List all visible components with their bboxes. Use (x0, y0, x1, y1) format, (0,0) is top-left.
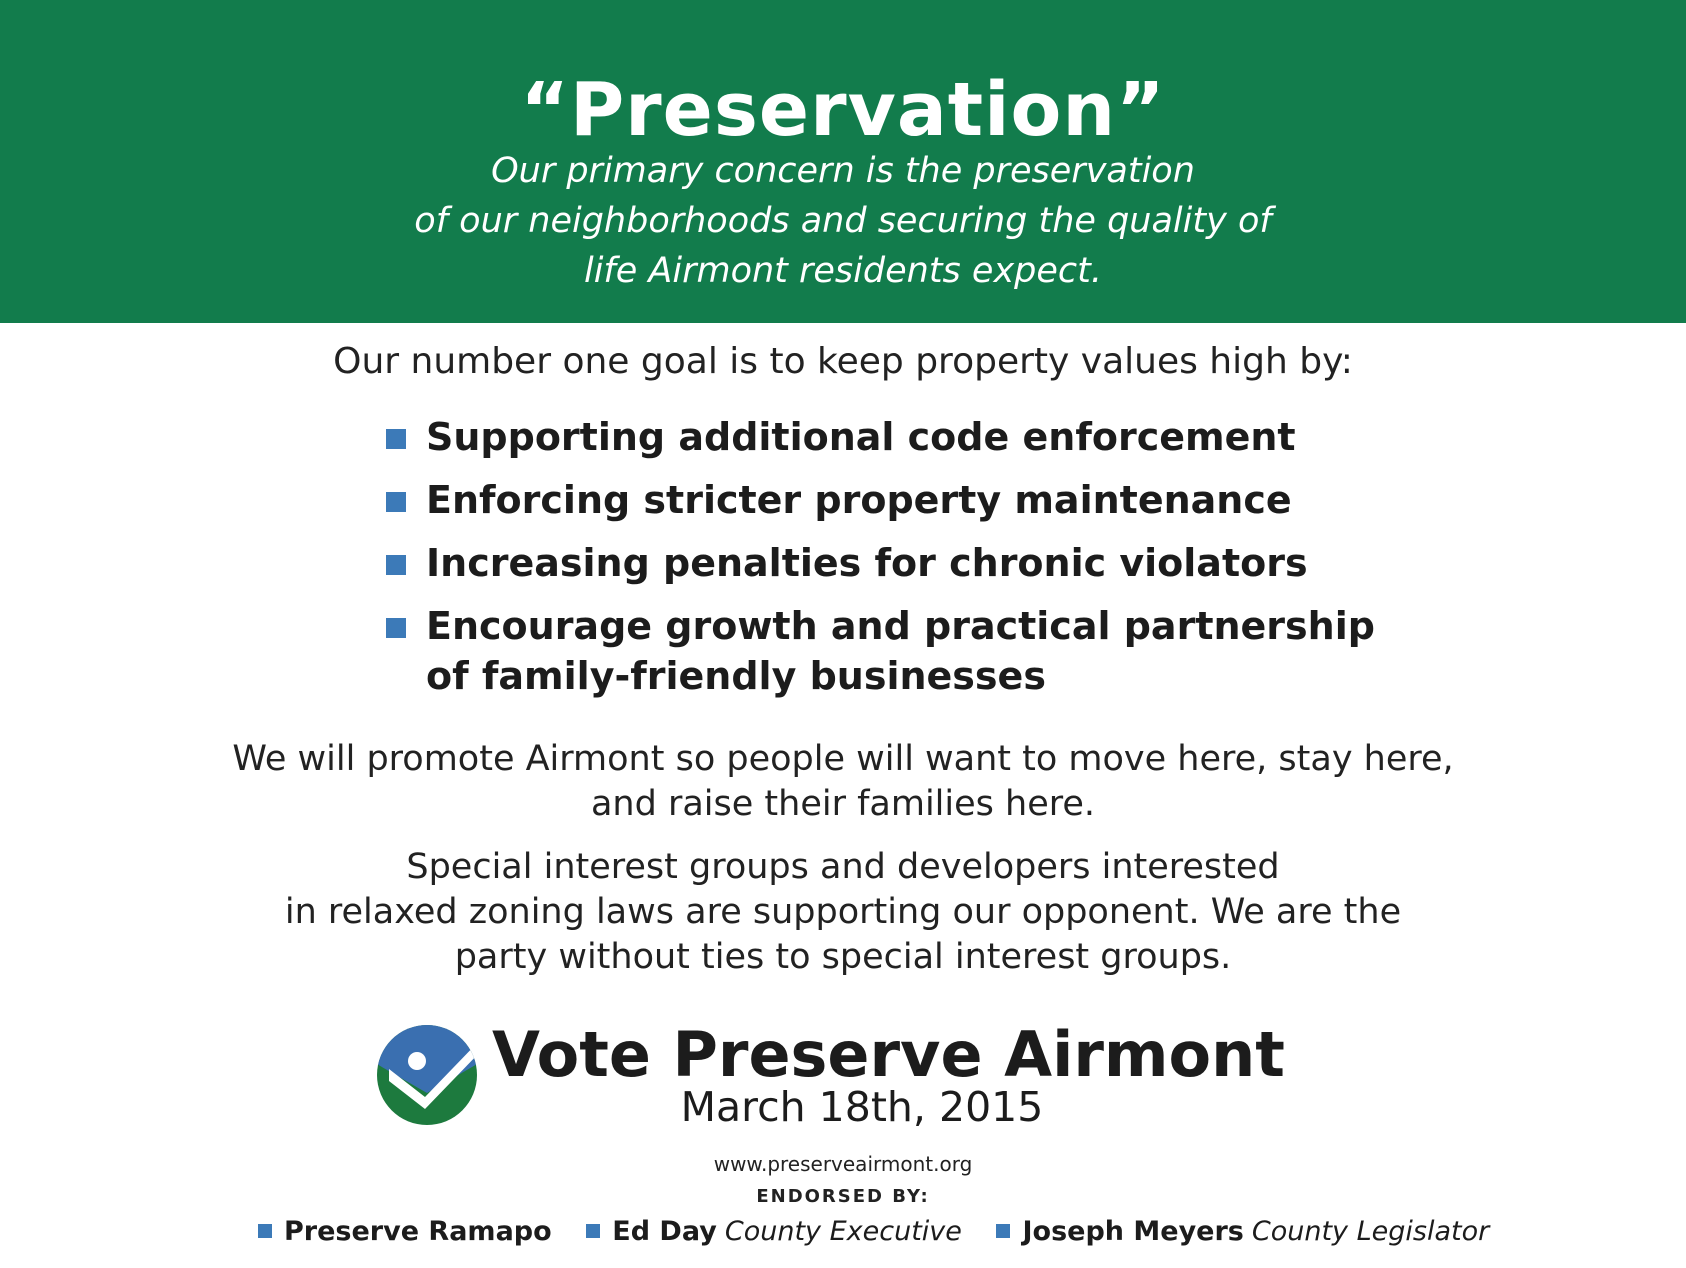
square-bullet-icon (996, 1224, 1010, 1238)
vote-date: March 18th, 2015 (680, 1083, 1044, 1131)
promote-paragraph (0, 737, 1686, 827)
header-banner (0, 0, 1686, 323)
website-link[interactable]: www.preserveairmont.org (713, 1152, 973, 1176)
endorser-role: County Executive (724, 1216, 962, 1247)
square-bullet-icon (386, 429, 406, 449)
checkmark-circle-logo-icon (375, 1023, 479, 1127)
paragraph-line: in relaxed zoning laws are supporting our opponent. We are the (284, 892, 1402, 932)
list-item-text: Enforcing stricter property maintenance (426, 478, 1292, 522)
endorser-name: Joseph Meyers (1022, 1216, 1244, 1247)
list-item (384, 601, 1406, 701)
square-bullet-icon (586, 1224, 600, 1238)
square-bullet-icon (258, 1224, 272, 1238)
square-bullet-icon (386, 492, 406, 512)
special-interest-paragraph (0, 845, 1686, 980)
list-item (384, 412, 1504, 462)
header-subtitle (0, 146, 1686, 296)
list-item-text: Increasing penalties for chronic violators (426, 541, 1308, 585)
paragraph-line: Special interest groups and developers interested (406, 847, 1280, 887)
intro-text: Our number one goal is to keep property values high by: (333, 341, 1353, 382)
endorser-item (996, 1214, 1489, 1250)
vote-title: Vote Preserve Airmont (492, 1018, 1285, 1091)
square-bullet-icon (386, 618, 406, 638)
list-item-text: Supporting additional code enforcement (426, 415, 1296, 459)
paragraph-line: We will promote Airmont so people will want to move here, stay here, (232, 739, 1454, 779)
endorser-item (258, 1214, 552, 1250)
endorsed-label: ENDORSED BY: (756, 1186, 930, 1207)
page-title: “Preservation” (520, 67, 1166, 153)
subtitle-line: of our neighborhoods and securing the quality of (414, 201, 1272, 241)
endorsers-list (258, 1214, 1490, 1250)
subtitle-line: Our primary concern is the preservation (491, 151, 1195, 191)
endorser-item (586, 1214, 962, 1250)
goals-list (384, 412, 1504, 714)
endorser-name: Ed Day (612, 1216, 717, 1247)
paragraph-line: and raise their families here. (590, 784, 1096, 824)
endorser-role: County Legislator (1251, 1216, 1490, 1247)
list-item (384, 475, 1504, 525)
endorser-name: Preserve Ramapo (284, 1216, 552, 1247)
list-item (384, 538, 1504, 588)
list-item-text: Encourage growth and practical partnership of family-friendly businesses (426, 604, 1375, 698)
subtitle-line: life Airmont residents expect. (583, 251, 1102, 291)
square-bullet-icon (386, 555, 406, 575)
paragraph-line: party without ties to special interest groups. (454, 937, 1232, 977)
